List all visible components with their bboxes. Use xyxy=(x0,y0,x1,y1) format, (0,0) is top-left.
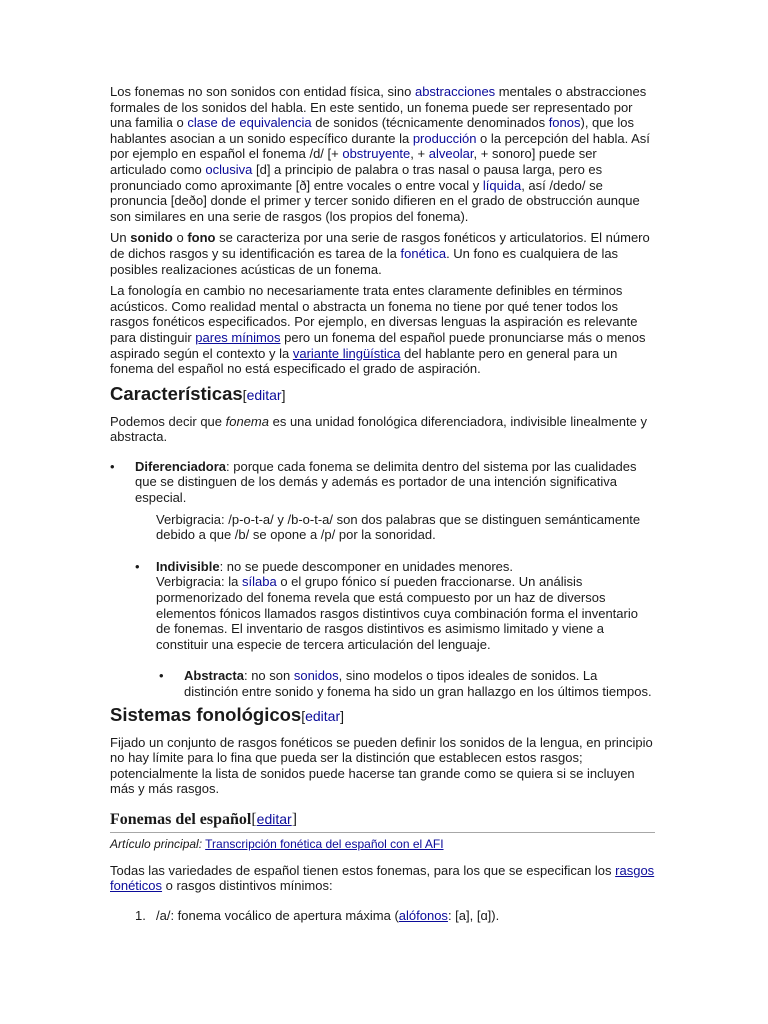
heading-fonemas-del-espanol: Fonemas del español[editar] xyxy=(110,809,655,833)
list-item-abstracta: • Abstracta: no son sonidos, sino modelos o tipos ideales de sonidos. La distinción entre sonido y fonema ha sido un gran hallazgo en los últimos tiempos. xyxy=(159,668,652,699)
example-diferenciadora: Verbigracia: /p-o-t-a/ y /b-o-t-a/ son dos palabras que se distinguen semánticamente debido a que /b/ se opone a /p/ por la sonoridad. xyxy=(156,511,641,543)
heading-sistemas-fonologicos: Sistemas fonológicos[editar] xyxy=(110,703,345,725)
link-alveolar[interactable]: alveolar xyxy=(428,146,474,162)
main-article-note: Artículo principal: Transcripción fonética del español con el AFI xyxy=(110,836,444,851)
edit-link-sistemas[interactable]: editar xyxy=(305,707,341,724)
sistemas-paragraph: Fijado un conjunto de rasgos fonéticos se pueden definir los sonidos de la lengua, en principio no hay límite para lo fina que pueda ser la distinción que establecen estos rasgos; potencialmente la lista de sonidos puede hacerse tan grande como se quiera si se incluyen más y más rasgos. xyxy=(110,734,653,797)
bullet-icon: • xyxy=(110,458,115,474)
link-abstracciones[interactable]: abstracciones xyxy=(414,84,496,99)
link-fonetica[interactable]: fonética xyxy=(400,245,447,261)
link-transcripcion-fonetica[interactable]: Transcripción fonética del español con el AFI xyxy=(205,836,444,851)
article-content xyxy=(110,84,655,923)
intro-paragraph-2: Un sonido o fono se caracteriza por una serie de rasgos fonéticos y articulatorios. El número de dichos rasgos y su identificación es tarea de la fonética. Un fono es cualquiera de las posibles realizaciones acústicas de un fonema. xyxy=(110,230,650,277)
link-obstruyente[interactable]: obstruyente xyxy=(342,146,411,162)
heading-caracteristicas: Características[editar] xyxy=(110,382,286,404)
link-clase-de-equivalencia[interactable]: clase de equivalencia xyxy=(187,115,312,131)
caracteristicas-intro: Podemos decir que fonema es una unidad fonológica diferenciadora, indivisible linealmente y abstracta. xyxy=(110,413,647,445)
link-rasgos-foneticos[interactable]: rasgos fonéticos xyxy=(110,862,655,894)
link-variante-linguistica[interactable]: variante lingüística xyxy=(292,345,401,361)
bullet-icon: • xyxy=(159,668,164,684)
link-silaba[interactable]: sílaba xyxy=(242,574,277,590)
bullet-icon: • xyxy=(135,558,140,574)
edit-link-caracteristicas[interactable]: editar xyxy=(246,386,282,403)
link-fonos[interactable]: fonos xyxy=(548,115,581,131)
intro-paragraph-1: Los fonemas no son sonidos con entidad física, sino abstracciones mentales o abstracciones formales de los sonidos del habla. En este sentido, un fonema puede ser representado por una familia o clase de equivalencia de sonidos (técnicamente denominados fonos), que los hablantes asocian a un sonido específico durante la producción o la percepción del habla. Así por ejemplo en español el fonema /d/ [+ obstruyente, + alveolar, + sonoro] puede ser articulado como oclusiva [d] a principio de palabra o tras nasal o pausa larga, pero es pronunciado como aproximante [ð] entre vocales o entre vocal y líquida, así /dedo/ se pronuncia [deðo] donde el primer y tercer sonido difieren en el grado de obstrucción aunque son similares en una serie de rasgos (los propios del fonema). xyxy=(110,84,650,224)
intro-paragraph-3: La fonología en cambio no necesariamente trata entes claramente definibles en términos acústicos. Como realidad mental o abstracta un fonema no tiene por qué tener todos los rasgos fonéticos especificados. Por ejemplo, en diversas lenguas la aspiración es relevante para distinguir pares mínimos pero un fonema del español puede pronunciarse más o menos aspirado según el contexto y la variante lingüística del hablante pero en general para un fonema del español no está especificado el grado de aspiración. xyxy=(110,283,646,377)
link-sonidos[interactable]: sonidos xyxy=(293,668,339,684)
list-number: 1. xyxy=(135,907,146,923)
list-item-fonema-a: 1. /a/: fonema vocálico de apertura máxima (alófonos: [a], [ɑ]). xyxy=(135,907,500,923)
link-produccion[interactable]: producción xyxy=(412,130,477,146)
link-liquida[interactable]: líquida xyxy=(482,177,522,193)
link-alofonos[interactable]: alófonos xyxy=(398,907,448,923)
fonemas-paragraph: Todas las variedades de español tienen estos fonemas, para los que se especifican los rasgos fonéticos o rasgos distintivos mínimos: xyxy=(110,862,655,894)
link-pares-minimos[interactable]: pares mínimos xyxy=(195,329,281,345)
list-item-indivisible: • Indivisible: no se puede descomponer en unidades menores. Verbigracia: la sílaba o el grupo fónico sí pueden fraccionarse. Un análisis pormenorizado del fonema revela que está compuesto por un haz de diversos elementos fónicos llamados rasgos distintivos cuya combinación forma el inventario de fonemas. El inventario de rasgos distintivos es asimismo limitado y viene a constituir una especie de tercera articulación del lenguaje. xyxy=(135,558,638,652)
list-item-diferenciadora: • Diferenciadora: porque cada fonema se delimita dentro del sistema por las cualidades que se distinguen de los demás y además es portador de una intención significativa especial. xyxy=(110,458,637,506)
edit-link-fonemas[interactable]: editar xyxy=(256,810,292,827)
link-oclusiva[interactable]: oclusiva xyxy=(205,161,253,177)
